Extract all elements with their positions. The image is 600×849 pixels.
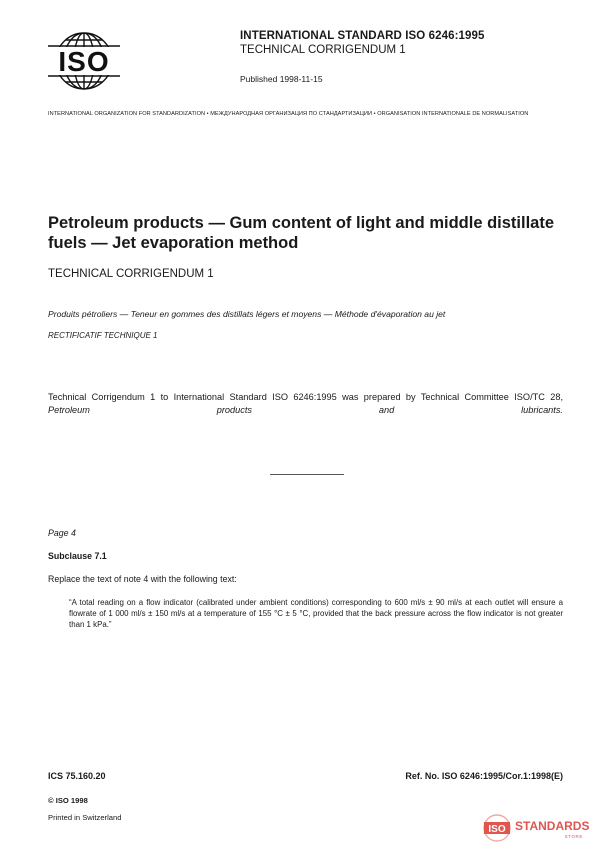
instruction-text: Replace the text of note 4 with the following text: <box>48 574 237 584</box>
badge-store-text: STORE <box>564 834 583 839</box>
standard-title: INTERNATIONAL STANDARD ISO 6246:1995 <box>240 30 485 42</box>
page-reference: Page 4 <box>48 528 76 538</box>
document-title: Petroleum products — Gum content of light and middle distillate fuels — Jet evaporation method <box>48 214 555 252</box>
printed-location: Printed in Switzerland <box>48 813 122 822</box>
subclause-heading: Subclause 7.1 <box>48 551 107 561</box>
logo-text: ISO <box>58 46 110 77</box>
intro-text: Technical Corrigendum 1 to International Standard ISO 6246:1995 was prepared by Technical Committee ISO/TC 28, <box>48 392 563 402</box>
tc-heading: TECHNICAL CORRIGENDUM 1 <box>48 268 214 280</box>
organization-line: INTERNATIONAL ORGANIZATION FOR STANDARDIZATION • МЕЖДУНАРОДНАЯ ОРГАНИЗАЦИЯ ПО СТАНДАРТИЗАЦИИ • ORGANISATION INTERNATIONALE DE NORMALISATION <box>48 111 529 117</box>
badge-iso-text: ISO <box>488 824 506 835</box>
separator-line <box>270 474 344 475</box>
intro-paragraph <box>48 391 563 429</box>
copyright: © ISO 1998 <box>48 796 88 805</box>
french-title: Produits pétroliers — Teneur en gommes des distillats légers et moyens — Méthode d'évaporation au jet <box>48 309 446 319</box>
published-date: Published 1998-11-15 <box>240 74 323 84</box>
committee-name: Petroleum products and lubricants. <box>48 404 563 415</box>
replacement-quote: “A total reading on a flow indicator (calibrated under ambient conditions) corresponding to 600 ml/s ± 90 ml/s at each outlet will ensure a flowrate of 1 000 ml/s ± 150 ml/s at a temperature of 155 °C ± 5 °C, provided that the back pressure across the flow indicator is not greater than 1 kPa.” <box>69 598 563 630</box>
reference-number: Ref. No. ISO 6246:1995/Cor.1:1998(E) <box>405 771 563 781</box>
corrigendum-label: TECHNICAL CORRIGENDUM 1 <box>240 44 406 56</box>
iso-badge-icon <box>484 815 510 841</box>
ics-code: ICS 75.160.20 <box>48 771 106 781</box>
iso-logo <box>44 30 124 92</box>
badge-standards-text: STANDARDS <box>515 819 590 833</box>
standards-store-badge <box>483 813 593 843</box>
french-rectificatif: RECTIFICATIF TECHNIQUE 1 <box>48 331 158 340</box>
